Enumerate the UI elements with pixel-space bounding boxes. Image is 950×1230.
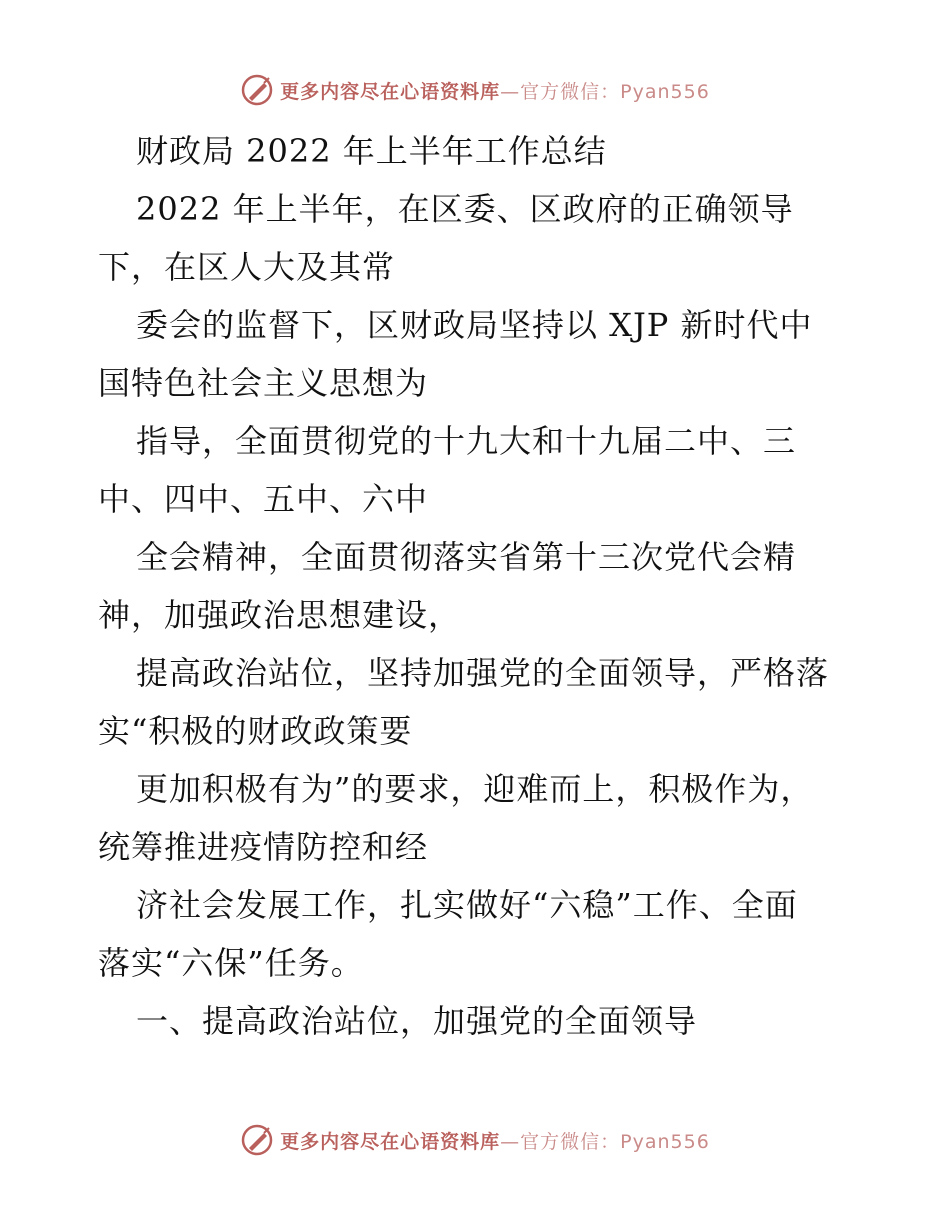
- paragraph-line: 下，在区人大及其常: [98, 248, 396, 286]
- quill-logo-icon: [240, 73, 274, 107]
- paragraph-line: 实“积极的财政政策要: [98, 712, 413, 750]
- paragraph-line: 指导，全面贯彻党的十九大和十九届二中、三: [136, 422, 797, 460]
- paragraph-line: 落实“六保”任务。: [98, 944, 364, 982]
- paragraph-line: 国特色社会主义思想为: [98, 364, 429, 402]
- quill-logo-icon: [240, 1123, 274, 1157]
- section-heading: 一、提高政治站位，加强党的全面领导: [136, 1002, 698, 1040]
- paragraph-line: 中、四中、五中、六中: [98, 480, 429, 518]
- paragraph-line: 2022 年上半年，在区委、区政府的正确领导: [136, 190, 794, 228]
- paragraph-line: 提高政治站位，坚持加强党的全面领导，严格落: [136, 654, 830, 692]
- paragraph-line: 更加积极有为”的要求，迎难而上，积极作为，: [136, 770, 814, 808]
- paragraph-line: 济社会发展工作，扎实做好“六稳”工作、全面: [136, 886, 798, 924]
- header-watermark-banner: [0, 70, 950, 110]
- paragraph-line: 神，加强政治思想建设，: [98, 596, 462, 634]
- document-body: [98, 122, 858, 1050]
- footer-watermark-banner: [0, 1120, 950, 1160]
- header-watermark-text: 更多内容尽在心语资料库—官方微信：Pyan556: [280, 80, 710, 103]
- footer-watermark-text: 更多内容尽在心语资料库—官方微信：Pyan556: [280, 1130, 710, 1153]
- paragraph-line: 全会精神，全面贯彻落实省第十三次党代会精: [136, 538, 797, 576]
- paragraph-line: 委会的监督下，区财政局坚持以 XJP 新时代中: [136, 306, 813, 344]
- document-title: 财政局 2022 年上半年工作总结: [136, 132, 607, 170]
- paragraph-line: 统筹推进疫情防控和经: [98, 828, 429, 866]
